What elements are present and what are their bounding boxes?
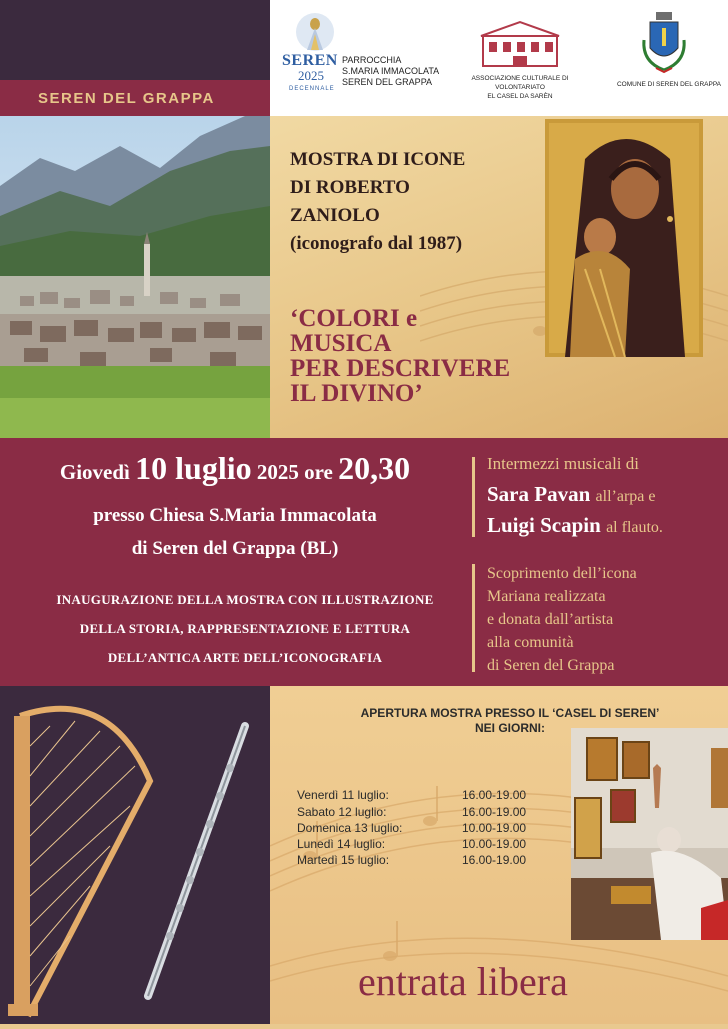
parish-line-3: SEREN DEL GRAPPA (342, 77, 433, 87)
harp-icon (8, 709, 150, 1016)
schedule-row (297, 853, 527, 867)
exhibition-title (290, 146, 540, 258)
schedule-time: 10.00-19.00 (462, 837, 527, 851)
artist-studio-photo (571, 728, 728, 940)
unveiling-text (487, 562, 637, 677)
schedule-day: Martedì 15 luglio: (297, 853, 390, 867)
schedule-time: 16.00-19.00 (462, 788, 527, 802)
event-date (0, 450, 470, 487)
event-year: 2025 ore (256, 460, 333, 484)
madonna-logo-icon (292, 10, 338, 54)
schedule-time: 10.00-19.00 (462, 821, 527, 835)
schedule-day: Venerdì 11 luglio: (297, 788, 389, 802)
schedule-row (297, 788, 527, 802)
unveiling-line-1: Scoprimento dell’icona (487, 565, 637, 582)
performer-1-instrument: all’arpa e (595, 488, 656, 505)
schedule-heading-line-2: NEI GIORNI: (474, 721, 545, 735)
association-line-1: ASSOCIAZIONE CULTURALE DI (471, 75, 569, 82)
parish-name (342, 55, 439, 88)
schedule-day: Lunedì 14 luglio: (297, 837, 386, 851)
music-heading: Intermezzi musicali di (487, 454, 639, 473)
venue-line-2: di Seren del Grappa (BL) (131, 538, 339, 559)
association-line-2: VOLONTARIATO (495, 84, 545, 91)
unveiling-line-4: alla comunità (487, 634, 574, 651)
schedule-row (297, 805, 527, 819)
top-left-block (0, 0, 270, 80)
instruments-panel (0, 686, 270, 1024)
village-landscape-photo (0, 116, 270, 438)
inauguration-line-3: DELL’ANTICA ARTE DELL’ICONOGRAFIA (107, 650, 383, 665)
event-date-big: 10 luglio (135, 450, 252, 486)
schedule-time: 16.00-19.00 (462, 853, 527, 867)
unveiling-line-5: di Seren del Grappa (487, 657, 615, 674)
logo-header (270, 0, 728, 116)
motto-line-1: ‘COLORI e (290, 305, 418, 332)
performer-2-instrument: al flauto. (606, 519, 663, 536)
casel-building-icon (475, 18, 565, 70)
schedule-heading-line-1: APERTURA MOSTRA PRESSO IL ‘CASEL DI SEREN’ (360, 706, 660, 720)
unveiling-line-3: e donata dall’artista (487, 611, 614, 628)
schedule-row (297, 837, 527, 851)
seren-logo-mark: SEREN (282, 52, 338, 69)
inauguration-line-1: INAUGURAZIONE DELLA MOSTRA CON ILLUSTRAZIONE (56, 592, 434, 607)
divider-bar (472, 564, 475, 672)
schedule-day: Domenica 13 luglio: (297, 821, 403, 835)
exhibition-motto (290, 306, 550, 406)
parish-line-2: S.MARIA IMMACOLATA (342, 66, 440, 76)
motto-line-3: PER DESCRIVERE (290, 355, 511, 382)
comune-name: COMUNE DI SEREN DEL GRAPPA (616, 81, 722, 88)
municipal-crest-icon (638, 10, 690, 76)
parish-line-1: PARROCCHIA (342, 55, 402, 65)
schedule-day: Sabato 12 luglio: (297, 805, 387, 819)
schedule-row (297, 821, 527, 835)
madonna-icon-image (545, 119, 703, 357)
association-line-3: EL CASEL DA SARÈN (487, 93, 553, 100)
event-day: Giovedì (59, 460, 130, 484)
exhibition-title-line-1: MOSTRA DI ICONE (290, 149, 466, 170)
performer-1-name: Sara Pavan (487, 482, 591, 506)
motto-line-4: IL DIVINO’ (290, 380, 423, 407)
exhibition-title-line-3: ZANIOLO (290, 205, 380, 226)
performer-2-name: Luigi Scapin (487, 513, 601, 537)
performer-2 (487, 513, 663, 538)
free-entrance: entrata libera (358, 959, 568, 1004)
seren-logo-year: 2025 (298, 68, 324, 83)
seren-logo-decennale: DECENNALE (289, 86, 335, 92)
motto-line-2: MUSICA (290, 330, 392, 357)
association-name (460, 74, 580, 101)
inauguration-line-2: DELLA STORIA, RAPPRESENTAZIONE E LETTURA (79, 621, 411, 636)
exhibition-title-line-2: DI ROBERTO (290, 177, 410, 198)
flute-icon (148, 726, 245, 996)
performer-1 (487, 482, 655, 507)
unveiling-line-2: Mariana realizzata (487, 588, 606, 605)
schedule-time: 16.00-19.00 (462, 805, 527, 819)
place-band: SEREN DEL GRAPPA (0, 80, 270, 116)
venue-line-1: presso Chiesa S.Maria Immacolata (93, 505, 377, 526)
divider-bar (472, 457, 475, 537)
exhibition-title-line-4: (iconografo dal 1987) (290, 233, 463, 254)
event-time: 20,30 (338, 450, 411, 486)
